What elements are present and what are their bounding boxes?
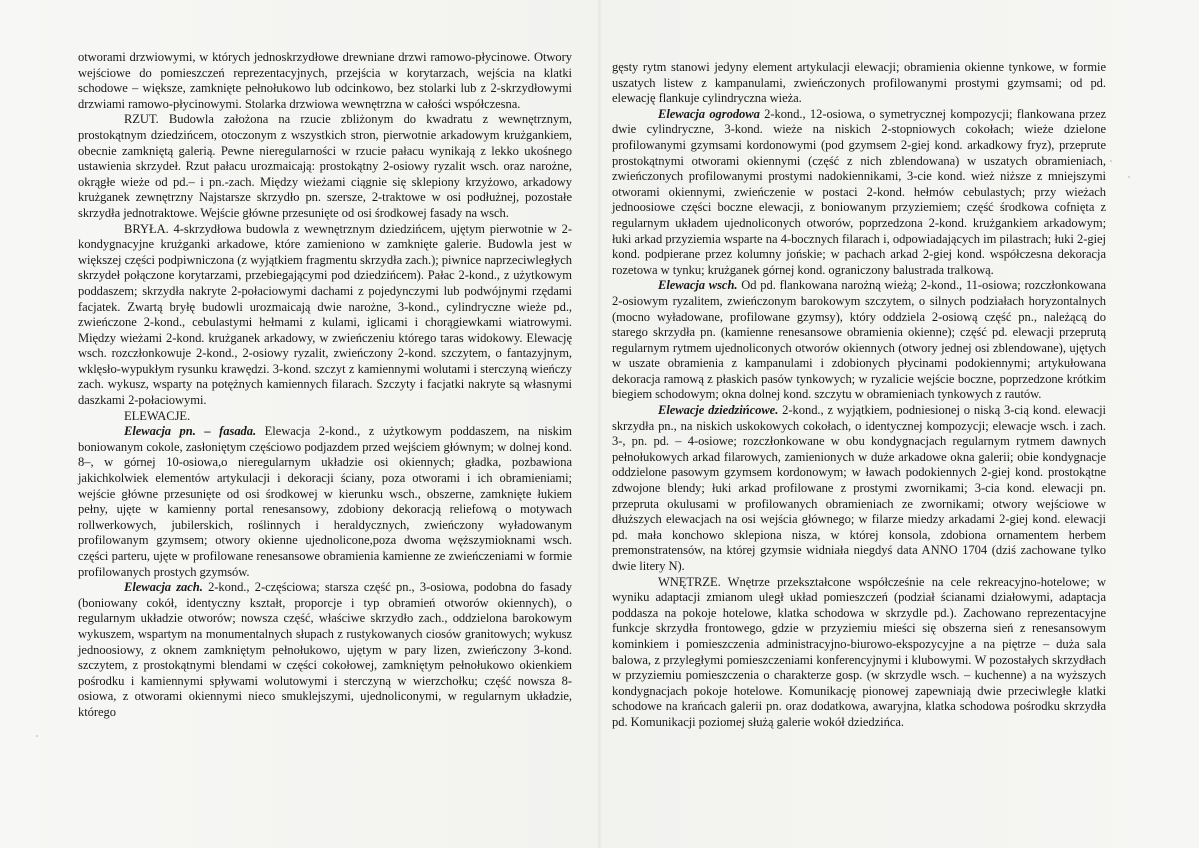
paragraph-north-facade [78,424,572,580]
paragraph-massing: BRYŁA. 4-skrzydłowa budowla z wewnętrznym dziedzińcem, ujętym pierwotnie w 2-kondygnacyjne krużganki arkadowe, które zamieniono w zamknięte galerie. Budowla jest w większej części podpiwniczona (z wyjątkiem fragmentu skrzydła zach.); piwnice naprzeciwległych skrzydeł połączone korytarzami, przebiegającymi pod dziedzińcem). Pałac 2-kond., z użytkowym poddaszem; skrzydła nakryte 2-połaciowymi dachami z pojedynczymi lub podwójnymi rzędami facjatek. Zwartą bryłę budowli urozmaicają dwie narożne, 3-kond., cylindryczne wieże pd., zwieńczone 2-kond., cebulastymi hełmami z kulami, iglicami i chorągiewkami wiatrowymi. Między wieżami 2-kond. krużganek arkadowy, w zwieńczeniu którego taras widokowy. Elewację wsch. rozczłonkowuje 2-kond., 2-osiowy ryzalit, zwieńczony 2-kond. szczytem, o fantazyjnym, wklęsło-wypukłym rysunku krawędzi. 3-kond. szczyt z kamiennymi wolutami i sterczyną wieńczy zach. wykusz, wsparty na potężnych kamiennych filarach. Szczyty i facjatki nakryte są własnymi daszkami 2-połaciowymi. [78,221,572,408]
text-courtyard-elevations: 2-kond., z wyjątkiem, podniesionej o niską 3-cią kond. elewacji skrzydła pn., na niskich uskokowych cokołach, o identycznej kompozycji; elewacje wsch. i zach. 3-, pn. pd. – 4-osiowe; rozczłonkowane w obu kondygnacjach regularnym rytmem dawnych pełnołukowych arkad filarowych, zamienionych w duże arkadowe okna galerii; obie kondygnacje oddzielone pasowym gzymsem kordonowym; w ławach podokiennych 2-giej kond. prostokątne zdwojone blendy; łuki arkad profilowane z prostymi zwornikami; 3-cia kond. elewacji pn. przepruta okulusami w profilowanych obramieniach ze zwornikami; otwory wejściowe w dłuższych elewacjach na osi wejścia głównego; w filarze miedzy arkadami 2-giej kond. elewacji pd. mała konchowo sklepiona nisza, w której konsola, zdobiona ornamentem herbem premonstratensów, na której gzymsie widniała niegdyś data ANNO 1704 (dziś zachowane tylko dwie litery N). [612,403,1106,573]
left-page-column [78,50,572,721]
paragraph-plan: RZUT. Budowla założona na rzucie zbliżonym do kwadratu z wewnętrznym, prostokątnym dziedzińcem, otoczonym z wszystkich stron, pierwotnie arkadowym krużgankiem, obecnie zamkniętą galerią. Pewne nieregularności w rzucie pałacu wynikają z lekko ukośnego ustawienia skrzydeł. Rzut pałacu urozmaicają: prostokątny 2-osiowy ryzalit wsch. oraz narożne, okrągłe wieże od pd.– i pn.-zach. Między wieżami ciągnie się sklepiony krzyżowo, arkadowy krużganek zewnętrzny Najstarsze skrzydło pn. szersze, 2-traktowe w osi podłużnej, pozostałe skrzydła jednotraktowe. Wejście główne przesunięte od osi środkowej fasady na wsch. [78,112,572,220]
text-north-facade: Elewacja 2-kond., z użytkowym poddaszem, na niskim boniowanym cokole, zasłoniętym częściowo podjazdem przed wejściem głównym; w dolnej kond. 8–, w górnej 10-osiowa,o nieregularnym układzie osi okiennych; gładka, pozbawiona jakichkolwiek elementów artykulacji i dekoracji ściany, poza otworami i ich obramieniami; wejście główne przesunięte od osi środkowej w kierunku wsch., obszerne, zamknięte łukiem pełny, ujęte w kamienny portal renesansowy, zdobiony dekoracją reliefową o motywach rollwerkowych, jubilerskich, roślinnych i heraldycznych, zwieńczony wyładowanym profilowanym gzymsem; otwory okienne ujednolicone,poza dwoma węższymioknami wsch. części parteru, ujęte w profilowane renesansowe obramienia kamienne ze zwieńczeniami w formie profilowanych prostych gzymsów. [78,424,572,579]
label-courtyard-elevations: Elewacje dziedzińcowe. [658,403,779,418]
label-east-elevation: Elewacja wsch. [658,278,738,293]
paragraph-garden-elevation [612,107,1106,279]
label-garden-elevation: Elewacja ogrodowa [658,106,760,121]
label-west-elevation: Elewacja zach. [124,580,203,595]
paragraph-courtyard-elevations [612,403,1106,575]
text-east-elevation: Od pd. flankowana narożną wieżą; 2-kond., 11-osiowa; rozczłonkowana 2-osiowym ryzalitem, zwieńczonym barokowym szczytem, o silnych podziałach horyzontalnych (mocno wyładowane, profilowane gzymsy), który oddziela 2-osiową część pn., należącą do starego skrzydła pn. (kamienne renesansowe obramienia okienne); część pd. elewacji przeprutą regularnym rytmem ujednoliconych otworów okiennych (otwory jednej osi zblendowane), ujętych w uszate obramienia z kampanulami i zdobionych płycinami podokiennymi; artykułowana dekoracja ramową z płaskich pasów tynkowych; w ryzalicie wejście boczne, poprzedzone krótkim biegiem schodowym; okna dolnej kond. szczytu w obramieniach tynkowych z rautów. [612,278,1106,402]
label-north-facade: Elewacja pn. – fasada. [124,424,257,439]
scan-speck [1128,176,1130,178]
paragraph-west-elevation [78,580,572,720]
scan-speck [36,735,38,737]
text-garden-elevation: 2-kond., 12-osiowa, o symetrycznej kompozycji; flankowana przez dwie cylindryczne, 3-kond. wieże na niskich 2-stopniowych cokołach; wieże dzielone profilowanymi gzymsami kordonowymi (pod gzymsem 2-giej kond. arkadkowy fryz), przeprute prostokątnymi otworami okiennymi (część z nich zblendowana) w uszatych obramieniach, zwieńczonych profilowanymi prostymi nadokiennikami, 3-cie kond. wież niższe z mniejszymi otworami okiennymi, zwieńczenie w postaci 2-kond. hełmów cebulastych; przy wieżach jednoosiowe części boczne elewacji, z boniowanym przyziemiem; część środkowa cofnięta z regularnym układem ujednoliconych otworów, poprzedzona 2-kond. krużgankiem arkadowym; łuki arkad przyziemia wsparte na 4-bocznych filarach i, odpowiadających im pilastrach; łuki 2-giej kond. podpierane przez kolumny jońskie; w pachach arkad 2-giej kond. współczesna dekoracja rozetowa w tynku; krużganek górnej kond. ograniczony balustrada tralkową. [612,106,1106,277]
paragraph-doors: otworami drzwiowymi, w których jednoskrzydłowe drewniane drzwi ramowo-płycinowe. Otwory wejściowe do pomieszczeń reprezentacyjnych, przejścia w korytarzach, wejścia na klatki schodowe – większe, zamknięte pełnołukowo lub odcinkowo, bez stolarki lub z 2-skrzydłowymi drzwiami ramowo-płycinowymi. Stolarka drzwiowa wewnętrzna w całości współczesna. [78,50,572,111]
scan-speck [1110,160,1112,162]
text-west-elevation: 2-kond., 2-częściowa; starsza część pn., 3-osiowa, podobna do fasady (boniowany cokół, identyczny kształt, proporcje i typ obramień otworów okiennych), o regularnym układzie otworów; nowsza część, właściwe skrzydło zach., oddzielona barokowym wykuszem, wspartym na monumentalnych słupach z rustykowanych ciosów granitowych; wykusz jednoosiowy, z oknem zamkniętym pełnołukowo, ujętym w pary lizen, zwieńczony 3-kond. szczytem, z prostokątnymi blendami w części cokołowej, zamkniętym pełnołukowo okienkiem pośrodku i kamiennymi spływami wolutowymi i sterczyną w wierzchołku; część nowsza 8-osiowa, z otworami okiennymi nieco smuklejszymi, ujednoliconymi, w regularnym układzie, którego [78,580,573,719]
right-page-column [612,60,1106,731]
paragraph-interior: WNĘTRZE. Wnętrze przekształcone współcześnie na cele rekreacyjno-hotelowe; w wyniku adaptacji zmianom uległ układ pomieszczeń (podział ścianami działowymi, adaptacja poddasza na pokoje hotelowe, klatka schodowa w skrzydle pd.). Zachowano reprezentacyjne funkcje skrzydła frontowego, gdzie w przyziemiu mieści się obszerna sień z renesansowym kominkiem i pomieszczenia administracyjno-biurowo-ekspozycyjne a na piętrze – duża sala balowa, z przyległymi pomieszczeniami konferencyjnymi i klubowymi. W pozostałych skrzydłach w przyziemiu pomieszczenia o charakterze gosp. (w skrzydle wsch. – kuchenne) a na wyższych kondygnacjach pokoje hotelowe. Komunikację pionowej zapewniają dwie przeciwległe klatki schodowe na krańcach galerii pn. oraz dodatkowa, awaryjna, klatka schodowa pośrodku skrzydła pd. Komunikacji poziomej służą galerie wokół dziedzińca. [612,574,1106,729]
paragraph-east-elevation [612,278,1106,403]
section-heading-elevations: ELEWACJE. [124,408,191,423]
paragraph-west-continued: gęsty rytm stanowi jedyny element artykulacji elewacji; obramienia okienne tynkowe, w formie uszatych listew z kampanulami, zwieńczonych profilowanymi prostymi gzymsami; od pd. elewację flankuje cylindryczna wieża. [612,60,1106,106]
